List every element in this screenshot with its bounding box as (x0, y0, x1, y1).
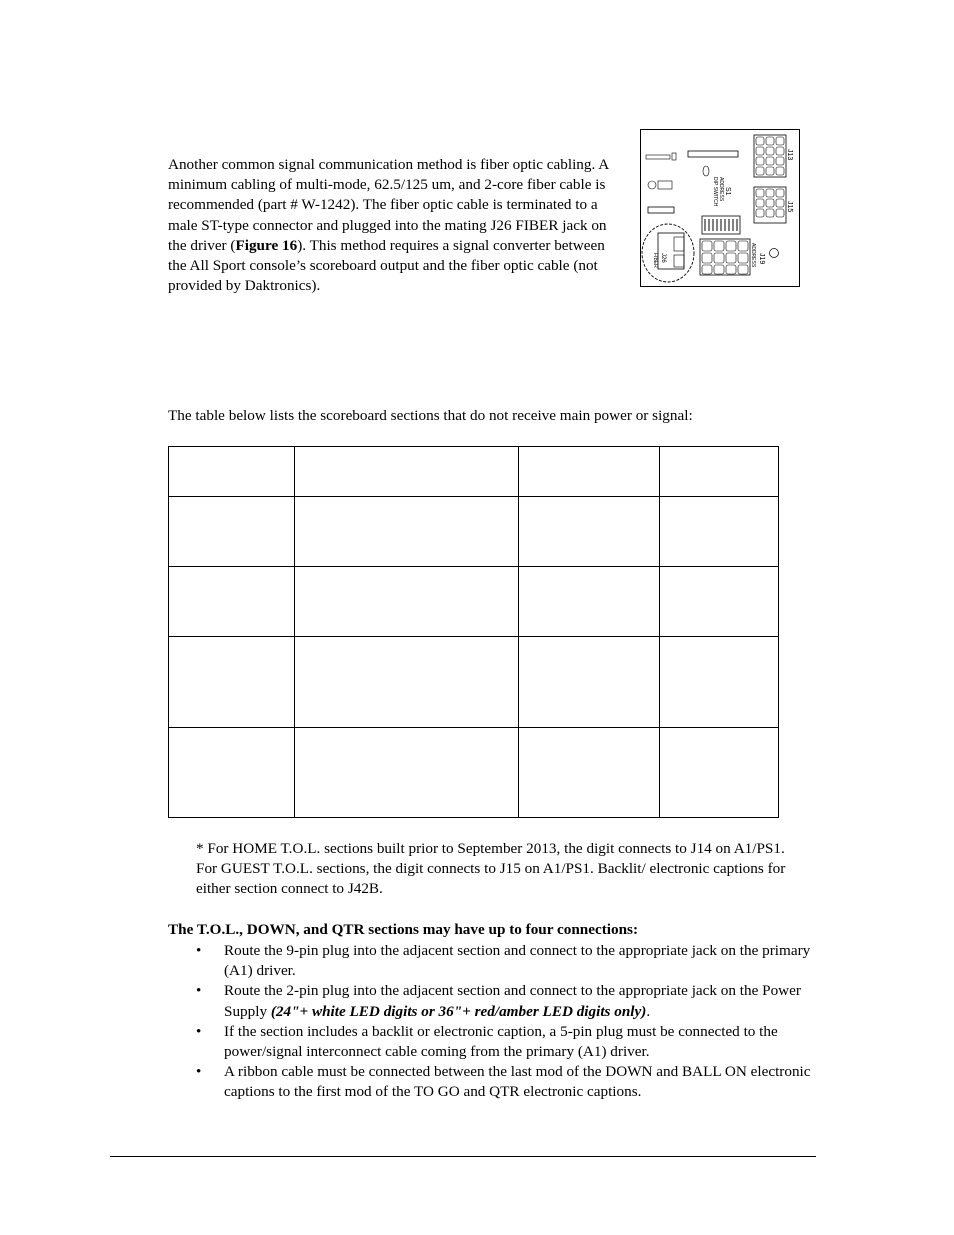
fiber-text-before: Another common signal communication method is fiber optic cabling. A minimum cabling of multi-mode, 62.5/125 um, and 2-core fiber cable is recommended (part # W-1242). The fiber optic cable is terminated to a male ST-type connector and plugged into the mating J26 FIBER jack on the driver ( (168, 156, 609, 254)
list-item-text-end: . (646, 1002, 651, 1020)
connections-heading: The T.O.L., DOWN, and QTR sections may have up to four connections: (168, 921, 639, 938)
list-item (196, 941, 816, 981)
table-cell (519, 637, 660, 728)
sections-table (168, 446, 779, 818)
table-cell (660, 728, 779, 818)
connections-list (196, 941, 816, 1103)
fiber-label: FIBER (652, 253, 658, 268)
table-cell (169, 637, 295, 728)
table-header-cell (169, 447, 295, 497)
table-row (169, 567, 779, 637)
list-item (196, 1022, 816, 1062)
list-item-text: If the section includes a backlit or electronic caption, a 5-pin plug must be connected to the power/signal interconnect cable coming from the primary (A1) driver. (224, 1022, 778, 1061)
table-header-cell (660, 447, 779, 497)
footer-divider (110, 1156, 816, 1157)
list-item (196, 981, 816, 1021)
table-cell (519, 497, 660, 567)
bullet-marker: • (196, 1022, 202, 1040)
table-cell (295, 567, 519, 637)
list-item (196, 1062, 816, 1102)
bullet-marker: • (196, 942, 202, 959)
list-item-text: Route the 9-pin plug into the adjacent section and connect to the appropriate jack on the primary (A1) driver. (224, 942, 811, 980)
table-cell (660, 567, 779, 637)
bullet-marker: • (196, 982, 202, 1000)
table-cell (660, 497, 779, 567)
table-cell (295, 728, 519, 818)
table-cell (660, 637, 779, 728)
address-label: ADDRESS (750, 243, 756, 268)
table-cell (519, 567, 660, 637)
table-cell (169, 497, 295, 567)
j26-label: J26 (660, 253, 666, 263)
table-header-cell (295, 447, 519, 497)
list-item-emphasis: (24"+ white LED digits or 36"+ red/amber LED digits only) (270, 1002, 647, 1020)
table-cell (169, 567, 295, 637)
table-footnote: * For HOME T.O.L. sections built prior to September 2013, the digit connects to J14 on A1/PS1. For GUEST T.O.L. sections, the digit connects to J15 on A1/PS1. Backlit/ electronic captions for either section connect to J42B. (196, 840, 786, 898)
table-cell (295, 497, 519, 567)
bullet-marker: • (196, 1063, 202, 1081)
j19-label: J19 (758, 253, 765, 265)
table-intro-paragraph: The table below lists the scoreboard sections that do not receive main power or signal: (168, 407, 693, 424)
table-row (169, 728, 779, 818)
dip-switch-label: DIP SWITCH (712, 177, 718, 207)
table-cell (519, 728, 660, 818)
j15-label: J15 (786, 201, 793, 213)
table-row (169, 637, 779, 728)
list-item-text: Route the 2-pin plug into the adjacent section and connect to the appropriate jack on the Power Supply (224, 982, 801, 1020)
j13-label: J13 (786, 149, 793, 161)
table-row (169, 497, 779, 567)
table-header-cell (519, 447, 660, 497)
list-item-text: A ribbon cable must be connected between the last mod of the DOWN and BALL ON electronic captions to the first mod of the TO GO and QTR electronic captions. (224, 1063, 811, 1101)
table-cell (295, 637, 519, 728)
fiber-optic-paragraph (168, 155, 623, 296)
s1-address-label: ADDRESS (718, 177, 724, 202)
table-cell (169, 728, 295, 818)
driver-board-figure (640, 129, 800, 287)
s1-label: S1 (724, 187, 731, 196)
figure-reference-link[interactable]: Figure 16 (235, 236, 298, 254)
fiber-text-after: ). This method requires a signal converter between the All Sport console’s scoreboard output and the fiber optic cable (not provided by Daktronics). (168, 236, 605, 295)
table-header-row (169, 447, 779, 497)
